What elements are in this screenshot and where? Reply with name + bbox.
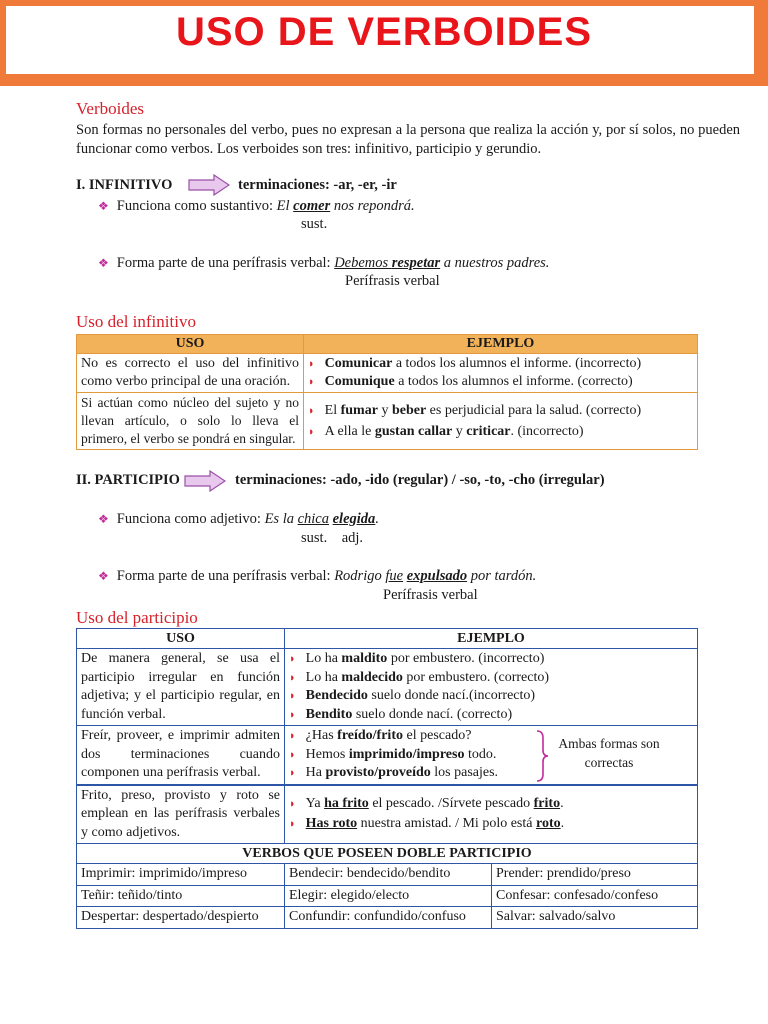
diamond-bullet-icon: ❖	[98, 256, 109, 270]
table-row	[77, 864, 698, 886]
page-title: USO DE VERBOIDES	[175, 10, 593, 54]
participio-item-2: ❖ Forma parte de una perífrasis verbal: Rodrigo fue expulsado por tardón.	[98, 568, 537, 584]
table-row	[77, 354, 698, 393]
table-header-row	[77, 629, 698, 649]
section-heading-verboides: Verboides	[76, 99, 144, 118]
column-header-uso: USO	[77, 335, 304, 354]
red-marker-icon: ◗	[308, 425, 315, 438]
table-row	[77, 393, 698, 450]
infinitivo-item-2-note: Perífrasis verbal	[345, 273, 440, 289]
infinitivo-item-1-note: sust.	[301, 216, 328, 232]
section-heading-uso-participio: Uso del participio	[76, 608, 198, 627]
participio-item-1: ❖ Funciona como adjetivo: Es la chica elegida.	[98, 511, 379, 527]
participio-endings: terminaciones: -ado, -ido (regular) / -so, -to, -cho (irregular)	[235, 472, 605, 488]
red-marker-icon: ◗	[289, 767, 296, 779]
diamond-bullet-icon: ❖	[98, 569, 109, 583]
red-marker-icon: ◗	[289, 730, 296, 742]
ejemplo-cell: ◗ El fumar y beber es perjudicial para la salud. (correcto) ◗ A ella le gustan callar y criticar. (incorrecto)	[304, 393, 698, 450]
table-cell: Confesar: confesado/confeso	[492, 885, 698, 907]
red-marker-icon: ◗	[308, 404, 315, 417]
arrow-right-icon	[188, 174, 230, 196]
uso-infinitivo-table	[76, 334, 698, 450]
red-marker-icon: ◗	[308, 376, 315, 388]
uso-cell: No es correcto el uso del infinitivo como verbo principal de una oración.	[77, 354, 304, 393]
infinitivo-label: I. INFINITIVO	[76, 177, 173, 193]
uso-cell: Frito, preso, provisto y roto se emplean en las perífrasis verbales y como adjetivos.	[77, 785, 285, 844]
table-row	[77, 907, 698, 929]
uso-cell: Si actúan como núcleo del sujeto y no llevan artículo, o solo lo lleva el primero, el verbo se pondrá en singular.	[77, 393, 304, 450]
infinitivo-endings: terminaciones: -ar, -er, -ir	[238, 177, 397, 193]
red-marker-icon: ◗	[308, 358, 315, 370]
table-cell: Bendecir: bendecido/bendito	[285, 864, 492, 886]
participio-label: II. PARTICIPIO	[76, 472, 180, 488]
table-row	[77, 649, 698, 726]
infinitivo-item-1: ❖ Funciona como sustantivo: El comer nos repondrá.	[98, 198, 415, 214]
diamond-bullet-icon: ❖	[98, 512, 109, 526]
ejemplo-cell: ◗ Lo ha maldito por embustero. (incorrecto) ◗ Lo ha maldecido por embustero. (correcto) ◗ Bendecido suelo donde nací.(incorrecto) ◗ Bendito suelo donde nací. (correcto)	[285, 649, 698, 726]
table-cell: Despertar: despertado/despierto	[77, 907, 285, 929]
ejemplo-cell: ◗ Comunicar a todos los alumnos el informe. (incorrecto) ◗ Comunique a todos los alumnos el informe. (correcto)	[304, 354, 698, 393]
infinitivo-item-2: ❖ Forma parte de una perífrasis verbal: Debemos respetar a nuestros padres.	[98, 255, 550, 271]
uso-participio-table	[76, 628, 698, 929]
red-marker-icon: ◗	[289, 797, 296, 810]
column-header-uso: USO	[77, 629, 285, 649]
table-cell: Salvar: salvado/salvo	[492, 907, 698, 929]
column-header-ejemplo: EJEMPLO	[285, 629, 698, 649]
ejemplo-cell: ◗ Ya ha frito el pescado. /Sírvete pescado frito. ◗ Has roto nuestra amistad. / Mi polo está roto.	[285, 785, 698, 844]
table-cell: Prender: prendido/preso	[492, 864, 698, 886]
table-row	[77, 726, 698, 785]
table-header-row	[77, 335, 698, 354]
red-marker-icon: ◗	[289, 818, 296, 831]
participio-item-1-note: sust. adj.	[301, 530, 364, 546]
red-marker-icon: ◗	[289, 708, 296, 721]
column-header-ejemplo: EJEMPLO	[304, 335, 698, 354]
section-heading-uso-infinitivo: Uso del infinitivo	[76, 312, 196, 331]
red-marker-icon: ◗	[289, 653, 296, 665]
doble-participio-heading: VERBOS QUE POSEEN DOBLE PARTICIPIO	[77, 844, 698, 864]
table-row	[77, 785, 698, 844]
doble-participio-header-row	[77, 844, 698, 864]
red-marker-icon: ◗	[289, 671, 296, 684]
both-forms-note: Ambas formas son correctas	[558, 736, 660, 770]
uso-cell: De manera general, se usa el participio irregular en función adjetiva; y el participio regular, en función verbal.	[77, 649, 285, 726]
table-cell: Imprimir: imprimido/impreso	[77, 864, 285, 886]
uso-cell: Freír, proveer, e imprimir admiten dos terminaciones cuando componen una perífrasis verbal.	[77, 726, 285, 785]
red-marker-icon: ◗	[289, 690, 296, 702]
diamond-bullet-icon: ❖	[98, 199, 109, 213]
ejemplo-cell: ◗ ¿Has freído/frito el pescado? ◗ Hemos imprimido/impreso todo. ◗ Ha provisto/proveído los pasajes. Ambas formas son correctas	[285, 726, 698, 785]
table-cell: Teñir: teñido/tinto	[77, 885, 285, 907]
red-marker-icon: ◗	[289, 748, 296, 761]
arrow-right-icon	[184, 470, 226, 492]
table-row	[77, 885, 698, 907]
table-cell: Elegir: elegido/electo	[285, 885, 492, 907]
table-cell: Confundir: confundido/confuso	[285, 907, 492, 929]
intro-paragraph: Son formas no personales del verbo, pues no expresan a la persona que realiza la acción y, por sí solos, no pueden funcionar como verbos. Los verboides son tres: infinitivo, participio y gerundio.	[76, 122, 740, 157]
participio-item-2-note: Perífrasis verbal	[383, 587, 478, 603]
